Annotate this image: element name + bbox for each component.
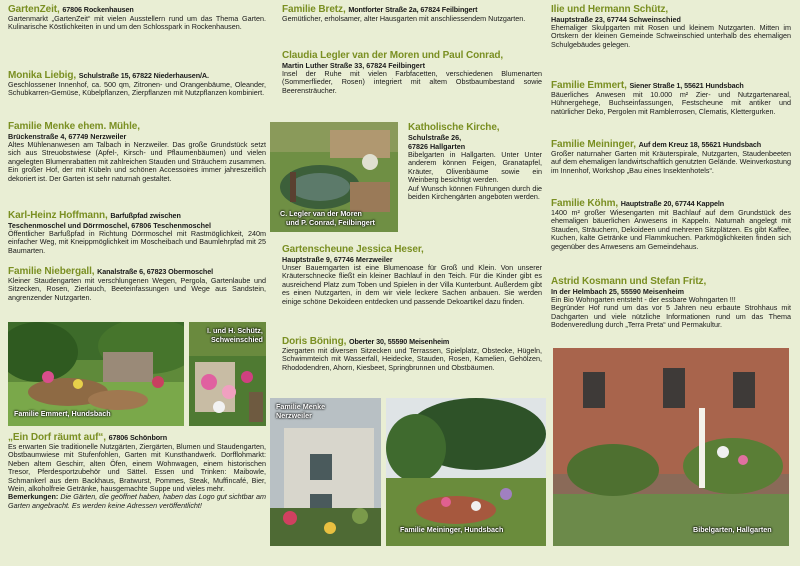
- entry-name: Gartenscheune Jessica Heser,: [282, 244, 424, 255]
- entry-description: Begründer Hof rund um das vor 5 Jahren neu erbaute Strohhaus mit Dachgarten und viele nützliche Informationen rund um das Thema Bodenveredlung durch „Terra Preta“ und Permakultur.: [551, 303, 791, 330]
- entry-description: Altes Mühlenanwesen am Talbach in Nerzweiler. Das große Grundstück setzt sich aus Streuobstwiese (Apfel-, Kirsch- und Pflaumenbäumen) und vielen angelegten Blumenrabatten mit zahlreichen Stauden und Sträuchern zusammen. Ein großer Hof, der mit Kübeln und schönen Accessoires immer jahreszeitlich dekoriert ist. Der Garten ist sehr naturnah gestaltet.: [8, 140, 266, 183]
- photo-schuetz-schweinschied: [189, 322, 266, 426]
- entry-description: Ziergarten mit diversen Sitzecken und Terrassen, Spielplatz, Obstecke, Hügeln, Schwimmteich mit Wasserfall, Heidecke, Stauden, Rosen, Kamelien, Gehölzen, Rhododendren, Ahorn, Kiesbeet, Springbrunnen und Obstbäumen.: [282, 346, 542, 372]
- entry-address: Brückenstraße 4, 67749 Nerzweiler: [8, 132, 127, 141]
- entry-address: 67806 Rockenhausen: [62, 5, 134, 14]
- entry-address: Siener Straße 1, 55621 Hundsbach: [629, 81, 744, 90]
- entry-description: 1400 m² großer Wiesengarten mit Bachlauf auf dem Grundstück des ehemaligen bäuerlichen Anwesens in Kappeln. Naturnah angelegt mit Stauden, Sträuchern, Dekoideen und mehreren Sitzplätzen. Es gibt Kaffee, Kuchen, kalte Getränke und Flammkuchen. Parkmöglichkeiten finden sich gegenüber des Anwesens am Gemeindehaus.: [551, 208, 791, 251]
- entry-schuetz: [551, 4, 791, 49]
- entry-description: Gartenmarkt „GartenZeit“ mit vielen Ausstellern rund um das Thema Garten. Kulinarische Köstlichkeiten in und um den Schlosspark in Rockenhausen.: [8, 14, 266, 32]
- entry-gartenzeit: [8, 4, 266, 32]
- photo-caption: I. und H. Schütz,: [207, 326, 263, 335]
- entry-address: 67806 Schönborn: [108, 433, 168, 442]
- entry-description: Insel der Ruhe mit vielen Farbfacetten, verschiedenen Blumenarten (Sommerflieder, Rosen) integriert mit altem Obstbaumbestand sowie Beerensträucher.: [282, 69, 542, 95]
- photo-caption-line: Nerzweiler: [276, 411, 312, 420]
- entry-address: Hauptstraße 20, 67744 Kappeln: [620, 199, 725, 208]
- entry-address: Martin Luther Straße 33, 67824 Feilbingert: [282, 61, 425, 70]
- note-text: Die Gärten, die geöffnet haben, haben das Logo gut sichtbar am Garten angebracht. Es werden keine Adressen veröffentlicht!: [8, 492, 266, 510]
- entry-description-extra: Auf Wunsch können Führungen durch die beiden Kirchengärten angeboten werden.: [408, 183, 542, 202]
- entry-familie-emmert: [551, 80, 791, 116]
- entry-name: „Ein Dorf räumt auf“,: [8, 432, 106, 443]
- entry-subtitle: Ein Bio Wohngarten entsteht - der essbare Wohngarten !!!: [551, 295, 736, 304]
- entry-doris-boening: [282, 336, 542, 372]
- note-label: Bemerkungen:: [8, 492, 59, 502]
- entry-description: Unser Bauerngarten ist eine Blumenoase für Groß und Klein. Von unserer Kräuterschnecke fließt ein kleiner Bachlauf in den Teich. Für die Kinder gibt es ausreichend Platz zum Toben und Spielen in der Villa Kunterbunt. Außerdem gibt es einen Nutzgarten, in dem wir viele leckere Sachen anbauen. Sie werden einige schöne Dekoideen entdecken und passende Dekoartikel dazu finden.: [282, 263, 542, 306]
- entry-gartenscheune-heser: [282, 244, 542, 306]
- entry-address: Auf dem Kreuz 18, 55621 Hundsbach: [638, 140, 762, 149]
- photo-familie-menke: [270, 398, 381, 546]
- entry-address: Montforter Straße 2a, 67824 Feilbingert: [348, 5, 478, 14]
- entry-name: Familie Bretz,: [282, 4, 346, 15]
- entry-description: Öffentlicher Barfußpfad in Richtung Dörrmoschel mit Rastmöglichkeit, 240m einfacher Weg, mit Kneippmöglichkeit im Moscheibach und Baumlehrpfad mit 25 Baumarten.: [8, 229, 266, 255]
- photo-caption: Familie Menke: [276, 402, 326, 411]
- entry-ein-dorf-raeumt-auf: [8, 432, 266, 510]
- entry-address-line: 67826 Hallgarten: [408, 142, 466, 151]
- entry-description: Ehemaliger Skulpgarten mit Rosen und kleinem Nutzgarten. Mitten im Ortskern der kleinen Gemeinde Schweinschied unterhalb des ehemaligen Schulgebäudes gelegen.: [551, 23, 791, 49]
- entry-name: Familie Niebergall,: [8, 266, 95, 277]
- photo-caption: C. Legler van der Moren: [280, 209, 362, 218]
- photo-caption: Familie Emmert, Hundsbach: [14, 409, 111, 418]
- entry-name: GartenZeit,: [8, 4, 60, 15]
- entry-familie-niebergall: [8, 266, 266, 302]
- entry-name: Familie Meininger,: [551, 139, 636, 150]
- entry-description: Kleiner Staudengarten mit verschlungenen Wegen, Pergola, Gartenlaube und Sitzecken, Rosen, Zierlauch, Beeteinfassungen und Wege aus Sandstein, angrenzender Nutzgarten.: [8, 276, 266, 302]
- photo-caption: Familie Meininger, Hundsbach: [400, 525, 504, 534]
- entry-name: Astrid Kosmann und Stefan Fritz,: [551, 276, 707, 287]
- entry-name: Doris Böning,: [282, 336, 347, 347]
- entry-address: In der Helmbach 25, 55590 Meisenheim: [551, 287, 685, 296]
- entry-name: Familie Menke ehem. Mühle,: [8, 121, 140, 132]
- entry-familie-koehm: [551, 198, 791, 251]
- entry-address: Oberter 30, 55590 Meisenheim: [348, 337, 450, 346]
- entry-name: Familie Emmert,: [551, 80, 627, 91]
- entry-familie-menke: [8, 121, 266, 183]
- photo-bibelgarten: [553, 348, 789, 546]
- entry-description: Gemütlicher, erholsamer, alter Hausgarten mit anschliessendem Nutzgarten.: [282, 14, 526, 23]
- entry-kosmann-fritz: [551, 276, 791, 330]
- photo-caption: Bibelgarten, Hallgarten: [693, 525, 772, 534]
- entry-name: Claudia Legler van der Moren und Paul Conrad,: [282, 50, 504, 61]
- entry-karl-heinz-hoffmann: [8, 210, 266, 255]
- entry-name: Karl-Heinz Hoffmann,: [8, 210, 108, 221]
- entry-description: Es erwarten Sie traditionelle Nutzgärten, Ziergärten, Blumen und Staudengarten, Obstbaumwiese mit Stufenfohlen, Garten mit Kunsthandwerk. Dorfflohmarkt: Neben altem Geschirr, alten Öfen, einem Wohnwagen, einem historischen Tresor, Pferdesportzubehör und Sättel. Essen und Trinken: Maibowle, Schmankerl aus dem Backhaus, Bratwurst, Pommes, Steak, Muffincafé, Bier, Wein, alkoholfreie Getränke, hausgemachte Suppe und vieles mehr.: [8, 442, 266, 494]
- entry-name: Ilie und Hermann Schütz,: [551, 4, 669, 15]
- entry-description: Bäuerliches Anwesen mit 10.000 m² Zier- und Nutzgartenareal, Hühnergehege, Buchseinfassungen, Festscheune mit antiker und natürlicher Deko, Pergolen mit Ramblerrosen, Clematis, Klettergurken.: [551, 90, 791, 116]
- photo-caption-line: und P. Conrad, Feilbingert: [286, 218, 375, 227]
- entry-katholische-kirche: [408, 122, 542, 201]
- entry-description: Geschlossener Innenhof, ca. 500 qm, Zitronen- und Orangenbäume, Oleander, Schubkarren-Gemüse, Kübelpflanzen, Zierpflanzen mit Nutzpflanzen kombiniert.: [8, 80, 266, 98]
- photo-legler-conrad: [270, 122, 398, 232]
- entry-address: Hauptstraße 9, 67746 Merzweiler: [282, 255, 393, 264]
- entry-note: [8, 493, 266, 510]
- entry-address: Schulstraße 15, 67822 Niederhausen/A.: [78, 71, 209, 80]
- photo-caption-line: Schweinschied: [211, 335, 263, 344]
- entry-name: Familie Köhm,: [551, 198, 619, 209]
- garden-photo-image: [553, 348, 789, 546]
- entry-description: Bibelgarten in Hallgarten. Unter Unter anderem können Feigen, Granatapfel, Kräuter, Olivenbäume sowie ein Weinberg besichtigt werden.: [408, 150, 542, 185]
- entry-address: Schulstraße 26,: [408, 133, 462, 142]
- entry-description: Großer naturnaher Garten mit Kräuterspirale, Nutzgarten, Staudenbeeten auf dem ehemaligen landwirtschaftlich genutzten Gelände. Weinverkostung im Innenhof, Workshop „Bau eines Insektenhotels“.: [551, 149, 791, 175]
- entry-name: Katholische Kirche,: [408, 122, 500, 133]
- entry-address: Kanalstraße 6, 67823 Obermoschel: [97, 267, 214, 276]
- entry-address-line: Teschenmoschel und Dörrmoschel, 67806 Teschenmoschel: [8, 221, 212, 230]
- entry-familie-bretz: [282, 4, 542, 23]
- entry-name: Monika Liebig,: [8, 70, 77, 81]
- photo-familie-meininger: [386, 398, 546, 546]
- garden-photo-image: [386, 398, 546, 546]
- entry-address: Hauptstraße 23, 67744 Schweinschied: [551, 15, 681, 24]
- entry-monika-liebig: [8, 70, 266, 98]
- entry-address: Barfußpfad zwischen: [110, 211, 181, 220]
- entry-legler-conrad: [282, 50, 542, 95]
- photo-familie-emmert: [8, 322, 184, 426]
- entry-familie-meininger: [551, 139, 791, 175]
